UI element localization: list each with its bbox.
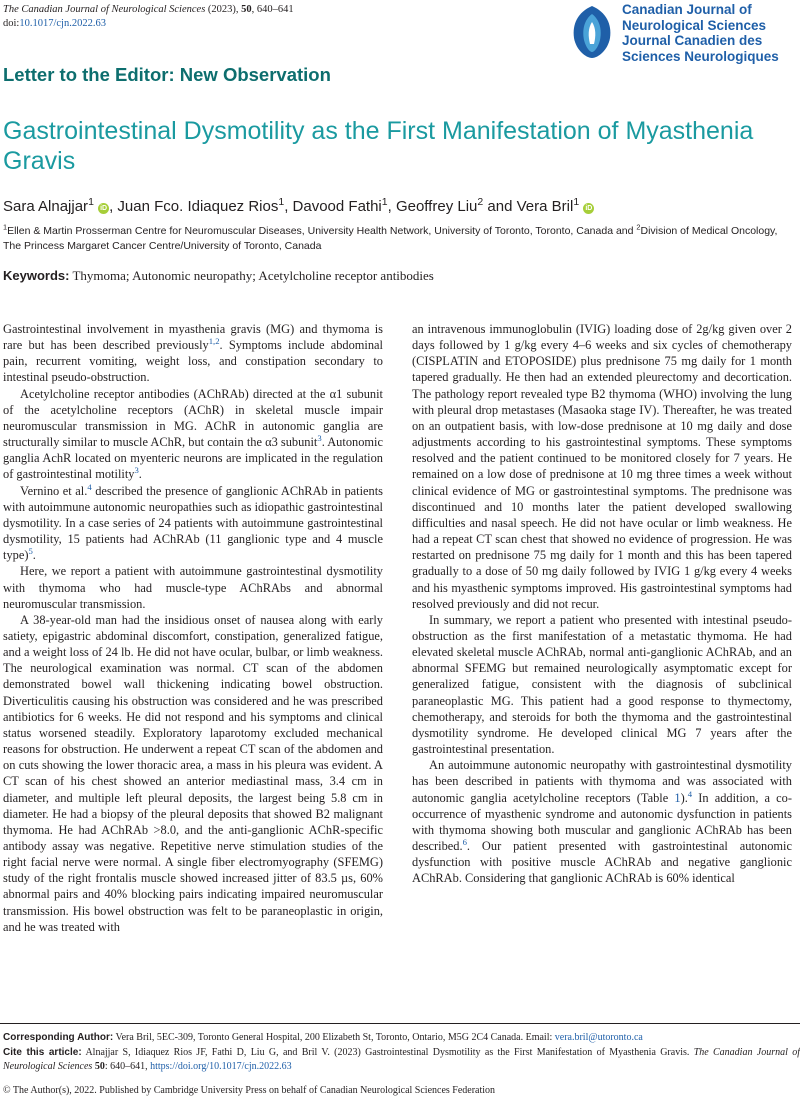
paragraph: Here, we report a patient with autoimmune gastrointestinal dysmotility with thymoma who had muscle-type AChRAbs and abnormal neuromuscular transmission. <box>3 564 383 611</box>
author-list: Sara Alnajjar$^1$ iD , Juan Fco. Idiaquez Rios$^1$, Davood Fathi$^1$, Geoffrey Liu$^2$ and Vera Bril$^1$ iD <box>3 196 593 215</box>
reference-link[interactable]: 6 <box>462 836 467 847</box>
orcid-icon[interactable]: iD <box>585 205 593 212</box>
article-title: Gastrointestinal Dysmotility as the First Manifestation of Myasthenia Gravis <box>3 117 754 175</box>
citation-doi-link[interactable]: https://doi.org/10.1017/cjn.2022.63 <box>150 1060 292 1072</box>
paragraph: Acetylcholine receptor antibodies (AChRAb) directed at the α1 subunit of the acetylcholine receptors (AChR) in skeletal muscle impair neuromuscular transmission in MG. AChR in autonomic ganglia are structurally similar to muscle AChR, but contain the α3 subunit$^3$. Autonomic ganglia AchR located on myenteric neurons are implicated in the regulation of gastrointestinal motility$^3$. <box>3 386 383 482</box>
paragraph: In summary, we report a patient who presented with intestinal pseudo-obstruction as the first manifestation of a metastatic thymoma. He had elevated skeletal muscle AChRAb, normal anti-ganglionic AChRAb, and an abnormal SFEMG but remained neurologically asymptomatic except for generalized fatigue, consistent with the diagnosis of subclinical paraneoplastic MG. This patient had a good response to thymectomy, chemotherapy, and steroids for both the thymoma and the gastrointestinal dysmotility syndrome. He developed clinical MG 7 years after the gastrointestinal presentation. <box>412 612 792 757</box>
citation-note: Cite this article: Alnajjar S, Idiaquez Rios JF, Fathi D, Liu G, and Bril V. (2023) Gastrointestinal Dysmotility as the First Manifestation of Myasthenia Gravis. The Canadian Journal of Neurological Sciences 50: 640–641, https://doi.org/10.1017/cjn.2022.63 <box>3 1047 800 1072</box>
body-column-left <box>3 321 383 935</box>
paragraph: Vernino et al.$^4$ described the presence of ganglionic AChRAb in patients with autoimmune autonomic neuropathies such as idiopathic gastrointestinal dysmotility. In a case series of 24 patients with autoimmune gastrointestinal dysmotility, 15 patients had AChRAb (11 ganglionic type and 4 muscle type)$^5$. <box>3 481 383 563</box>
author: Vera Bril <box>516 198 574 215</box>
affiliations: $^1$Ellen & Martin Prosserman Centre for Neuromuscular Diseases, University Health Network, University of Toronto, Toronto, Canada and $^2$Division of Medical Oncology, The Princess Margaret Cancer Centre/University of Toronto, Canada <box>3 222 778 252</box>
reference-link[interactable]: 4 <box>87 481 92 492</box>
paragraph: An autoimmune autonomic neuropathy with gastrointestinal dysmotility has been described in patients with thymoma and was associated with autonomic ganglia acetylcholine receptors (Table 1).$^4$ In addition, a co-occurrence of myasthenic syndrome and autonomic dysfunction in patients with thymoma showing both muscular and ganglionic AChRAb has been described.$^6$. Our patient presented with gastrointestinal autonomic dysfunction with positive muscle AChRAb and negative ganglionic AChRAb. Considering that ganglionic AChRAb is 60% identical <box>412 758 792 886</box>
reference-link[interactable]: 3 <box>134 465 139 476</box>
reference-link[interactable]: 3 <box>317 432 322 443</box>
journal-citation-line: The Canadian Journal of Neurological Sciences (2023), 50, 640–641 <box>3 4 294 15</box>
orcid-icon[interactable]: iD <box>100 205 108 212</box>
keywords: Keywords: Thymoma; Autonomic neuropathy; Acetylcholine receptor antibodies <box>3 268 434 283</box>
reference-link[interactable]: 5 <box>28 546 33 557</box>
reference-link[interactable]: 4 <box>687 788 693 799</box>
paragraph: Gastrointestinal involvement in myasthenia gravis (MG) and thymoma is rare but has been described previously$^{1,2}$. Symptoms include abdominal pain, recurrent vomiting, weight loss, and constipation secondary to intestinal pseudo-obstruction. <box>3 322 383 385</box>
doi-link[interactable]: 10.1017/cjn.2022.63 <box>19 18 106 29</box>
paragraph: an intravenous immunoglobulin (IVIG) loading dose of 2g/kg given over 2 days followed by 1 g/kg every 4–6 weeks and six cycles of chemotherapy (CISPLATIN and ETOPOSIDE) plus prednisone 75 mg daily for 1 month tapered gradually. He then had an extended pleurectomy and decortication. The pathology report revealed type B2 thymoma (WHO) involving the lung with pleural drop metastases (Masaoka stage IV). Thereafter, he was treated on an outpatient basis, with low-dose prednisone at 10 mg daily and dose adjustments according to his gastrointestinal symptoms. These symptoms resolved and the patient continued to be monitored closely for 7 years. He remained on a low dose of prednisone at 10 mg three times a week without clinical evidence of MG or gastrointestinal symptoms. The prednisone was discontinued and 10 months later the patient developed swallowing difficulties and nasal speech. He did not have ocular or limb weakness. He had a repeat CT scan chest that showed no evidence of progression. He was restarted on prednisone 75 mg daily for 1 month and this has been tapered gradually to a dose of 50 mg daily followed by IVIG 1 g/kg every 4 weeks and his myasthenic symptoms improved. His gastrointestinal symptoms had resolved previously and did not recur. <box>412 322 792 611</box>
corresponding-author: Corresponding Author: Vera Bril, 5EC-309, Toronto General Hospital, 200 Elizabeth St, Toronto, Ontario, M5G 2C4 Canada. Email: vera.bril@utoronto.ca <box>3 1032 643 1043</box>
email-link[interactable]: vera.bril@utoronto.ca <box>554 1032 643 1043</box>
body-column-right <box>412 321 792 886</box>
journal-logo-text: Canadian Journal of Neurological Sciences Journal Canadien des Sciences Neurologiques <box>622 2 779 64</box>
keywords-label: Keywords: <box>3 268 70 283</box>
author: Sara Alnajjar <box>3 198 89 215</box>
author: Juan Fco. Idiaquez Rios <box>117 198 279 215</box>
journal-logo <box>568 2 798 64</box>
article-section-label: Letter to the Editor: New Observation <box>3 64 331 85</box>
author: Geoffrey Liu <box>395 198 478 215</box>
author: Davood Fathi <box>292 198 382 215</box>
paragraph: A 38-year-old man had the insidious onset of nausea along with early satiety, epigastric abdominal discomfort, constipation, generalized fatigue, and a weight loss of 24 lb. He did not have ocular, bulbar, or limb weakness. The neurological examination was normal. CT scan of the abdomen demonstrated bowel wall thickening indicating bowel obstruction. Diverticulitis causing his obstruction was considered and he was prescribed antibiotics for 6 weeks. He did not respond and his symptoms and clinical status worsened steadily. Exploratory laparotomy excluded mechanical reasons for obstruction. He underwent a repeat CT scan of the abdomen and on cuts showing the lower thoracic area, a mass in his pleura was evident. A CT scan of his chest showed an anterior mediastinal mass, 3.4 cm in diameter, and multiple left pleural deposits, the largest being 5.8 cm in diameter. He had a biopsy of the pleural deposits that showed B2 malignant thymoma. He had AChRAb >8.0, and the anti-ganglionic AChR-specific antibody assay was negative. Repetitive nerve stimulation studies of the right facial nerve were normal. A single fiber electromyography (SFEMG) study of the right frontalis muscle showed increased jitter of 83.5 µs, 60% abnormal pairs and 40% blocking pairs indicating impaired neuromuscular transmission. His bowel obstruction was felt to be paraneoplastic in origin, and he was treated with <box>3 612 383 934</box>
reference-link[interactable]: 1,2 <box>208 336 220 347</box>
journal-logo-icon <box>568 4 616 60</box>
doi-line: doi:10.1017/cjn.2022.63 <box>3 18 106 29</box>
copyright-notice: © The Author(s), 2022. Published by Cambridge University Press on behalf of Canadian Neurological Sciences Federation <box>3 1085 496 1096</box>
journal-name: The Canadian Journal of Neurological Sciences <box>3 4 206 15</box>
table-link[interactable]: 1 <box>674 790 681 805</box>
journal-volume: 50 <box>241 4 252 15</box>
footer-divider <box>0 1023 800 1024</box>
